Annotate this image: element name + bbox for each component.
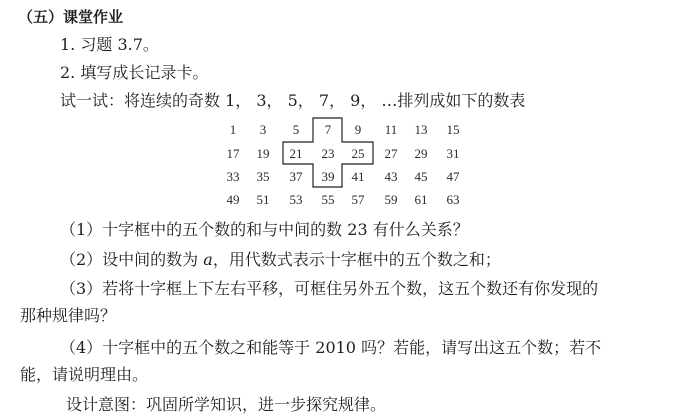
table-cell: 53 — [289, 192, 303, 207]
question-3-line-2: 那种规律吗？ — [20, 306, 117, 325]
table-cell: 21 — [289, 146, 303, 161]
table-cell: 39 — [321, 169, 335, 184]
table-cell: 41 — [351, 169, 365, 184]
table-cell: 3 — [259, 122, 267, 137]
table-cell: 5 — [292, 122, 300, 137]
variable-a: a — [203, 250, 213, 269]
table-cell: 57 — [351, 192, 365, 207]
table-cell: 25 — [351, 146, 365, 161]
table-cell: 33 — [226, 169, 240, 184]
table-cell: 9 — [354, 122, 362, 137]
table-cell: 19 — [256, 146, 270, 161]
question-4-line-2: 能，请说明理由。 — [20, 365, 149, 384]
table-cell: 61 — [414, 192, 428, 207]
section-title: （五）课堂作业 — [18, 8, 124, 26]
try-line: 试一试：将连续的奇数 1， 3， 5， 7， 9， …排列成如下的数表 — [60, 91, 526, 110]
table-cell: 55 — [321, 192, 335, 207]
item-2: 2. 填写成长记录卡。 — [60, 63, 209, 82]
question-4-line-1: （4）十字框中的五个数之和能等于 2010 吗？若能，请写出这五个数；若不 — [60, 338, 602, 357]
table-cell: 29 — [414, 146, 428, 161]
table-cell: 11 — [384, 122, 398, 137]
table-cell: 27 — [384, 146, 398, 161]
table-cell: 31 — [446, 146, 460, 161]
design-intent: 设计意图：巩固所学知识，进一步探究规律。 — [66, 395, 387, 414]
table-cell: 59 — [384, 192, 398, 207]
table-cell: 13 — [414, 122, 428, 137]
question-3-line-1: （3）若将十字框上下左右平移，可框住另外五个数，这五个数还有你发现的 — [60, 279, 599, 298]
table-cell: 47 — [446, 169, 460, 184]
table-cell: 45 — [414, 169, 428, 184]
table-cell: 37 — [289, 169, 303, 184]
table-cell: 17 — [226, 146, 240, 161]
table-cell: 23 — [321, 146, 335, 161]
table-cell: 7 — [324, 122, 332, 137]
item-1: 1. 习题 3.7。 — [60, 35, 159, 54]
table-cell: 49 — [226, 192, 240, 207]
question-1: （1）十字框中的五个数的和与中间的数 23 有什么关系？ — [60, 220, 469, 239]
question-2: （2）设中间的数为 a，用代数式表示十字框中的五个数之和； — [60, 250, 501, 269]
table-cell: 35 — [256, 169, 270, 184]
table-cell: 1 — [229, 122, 237, 137]
table-cell: 63 — [446, 192, 460, 207]
table-cell: 43 — [384, 169, 398, 184]
table-cell: 15 — [446, 122, 460, 137]
table-cell: 51 — [256, 192, 270, 207]
